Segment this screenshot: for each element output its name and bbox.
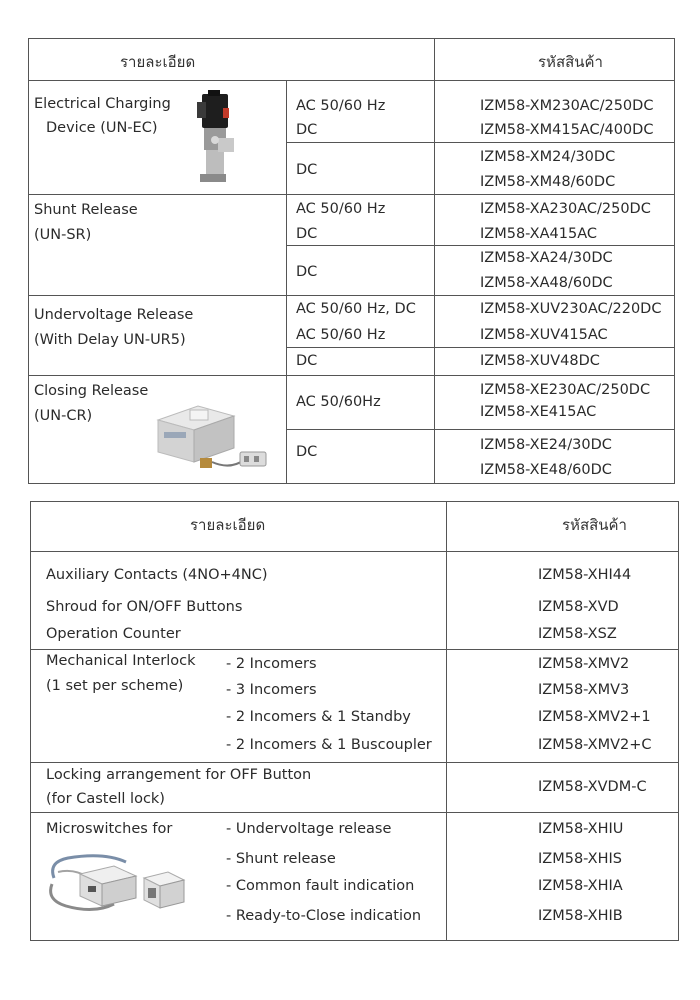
item-name: Device (UN-EC) bbox=[46, 120, 158, 136]
table2-bottom-border bbox=[30, 940, 678, 941]
voltage-label: AC 50/60 Hz bbox=[296, 201, 386, 217]
product-code: IZM58-XMV3 bbox=[538, 682, 630, 698]
item-name: (for Castell lock) bbox=[46, 791, 165, 807]
voltage-label: DC bbox=[296, 264, 318, 280]
product-code: IZM58-XVD bbox=[538, 599, 619, 615]
row-divider bbox=[30, 812, 678, 813]
voltage-label: DC bbox=[296, 226, 318, 242]
row-divider bbox=[28, 375, 674, 376]
product-code: IZM58-XE48/60DC bbox=[480, 462, 612, 478]
row-divider bbox=[286, 245, 674, 246]
item-name: Auxiliary Contacts (4NO+4NC) bbox=[46, 567, 268, 583]
option-label: - Ready-to-Close indication bbox=[226, 908, 422, 924]
item-name: Locking arrangement for OFF Button bbox=[46, 767, 312, 783]
table2-top-border bbox=[30, 501, 678, 502]
option-label: - Undervoltage release bbox=[226, 821, 392, 837]
product-code: IZM58-XA48/60DC bbox=[480, 275, 613, 291]
product-code: IZM58-XE415AC bbox=[480, 404, 597, 420]
item-name: Closing Release bbox=[34, 383, 149, 399]
item-name: Undervoltage Release bbox=[34, 307, 194, 323]
option-label: - 2 Incomers & 1 Buscoupler bbox=[226, 737, 432, 753]
column-header-description: รายละเอียด bbox=[120, 53, 196, 71]
closing-release-image bbox=[150, 402, 276, 474]
product-code: IZM58-XHIU bbox=[538, 821, 624, 837]
voltage-label: DC bbox=[296, 122, 318, 138]
voltage-label: DC bbox=[296, 353, 318, 369]
row-divider bbox=[286, 142, 674, 143]
voltage-label: AC 50/60 Hz bbox=[296, 98, 386, 114]
item-name: Mechanical Interlock bbox=[46, 653, 196, 669]
option-label: - 2 Incomers & 1 Standby bbox=[226, 709, 411, 725]
option-label: - 2 Incomers bbox=[226, 656, 317, 672]
product-code: IZM58-XHIS bbox=[538, 851, 622, 867]
product-code: IZM58-XHI44 bbox=[538, 567, 632, 583]
item-name: Shunt Release bbox=[34, 202, 138, 218]
product-code: IZM58-XM24/30DC bbox=[480, 149, 616, 165]
table1-bottom-border bbox=[28, 483, 674, 484]
table2-column-divider bbox=[446, 501, 447, 941]
product-code: IZM58-XA230AC/250DC bbox=[480, 201, 651, 217]
product-code: IZM58-XE24/30DC bbox=[480, 437, 612, 453]
product-code: IZM58-XHIA bbox=[538, 878, 623, 894]
product-code: IZM58-XVDM-C bbox=[538, 779, 647, 795]
row-divider bbox=[30, 762, 678, 763]
microswitch-image bbox=[44, 848, 194, 920]
item-name: (UN-CR) bbox=[34, 408, 93, 424]
option-label: - Common fault indication bbox=[226, 878, 415, 894]
product-code: IZM58-XSZ bbox=[538, 626, 617, 642]
item-name: Electrical Charging bbox=[34, 96, 171, 112]
row-divider bbox=[28, 194, 674, 195]
row-divider bbox=[286, 429, 674, 430]
product-code: IZM58-XA24/30DC bbox=[480, 250, 613, 266]
voltage-label: DC bbox=[296, 162, 318, 178]
product-code: IZM58-XHIB bbox=[538, 908, 623, 924]
table1-column-divider bbox=[286, 80, 287, 484]
voltage-label: AC 50/60 Hz, DC bbox=[296, 301, 416, 317]
table1-column-divider bbox=[434, 38, 435, 484]
table1-left-border bbox=[28, 38, 29, 484]
table1-header-divider bbox=[28, 80, 674, 81]
column-header-product-code: รหัสสินค้า bbox=[538, 53, 603, 71]
product-code: IZM58-XA415AC bbox=[480, 226, 597, 242]
product-code: IZM58-XE230AC/250DC bbox=[480, 382, 651, 398]
row-divider bbox=[30, 649, 678, 650]
option-label: - Shunt release bbox=[226, 851, 336, 867]
row-divider bbox=[286, 347, 674, 348]
item-name: (1 set per scheme) bbox=[46, 678, 184, 694]
item-name: Shroud for ON/OFF Buttons bbox=[46, 599, 243, 615]
column-header-product-code: รหัสสินค้า bbox=[562, 516, 627, 534]
table2-right-border bbox=[678, 501, 679, 941]
product-code: IZM58-XUV48DC bbox=[480, 353, 600, 369]
product-code: IZM58-XUV415AC bbox=[480, 327, 608, 343]
row-divider bbox=[28, 295, 674, 296]
column-header-description: รายละเอียด bbox=[190, 516, 266, 534]
product-code: IZM58-XMV2+1 bbox=[538, 709, 651, 725]
voltage-label: DC bbox=[296, 444, 318, 460]
item-name: Operation Counter bbox=[46, 626, 181, 642]
table2-header-divider bbox=[30, 551, 678, 552]
table1-top-border bbox=[28, 38, 674, 39]
product-code: IZM58-XUV230AC/220DC bbox=[480, 301, 662, 317]
product-code: IZM58-XM415AC/400DC bbox=[480, 122, 654, 138]
table1-right-border bbox=[674, 38, 675, 484]
table2-left-border bbox=[30, 501, 31, 941]
product-code: IZM58-XMV2+C bbox=[538, 737, 652, 753]
product-code: IZM58-XM48/60DC bbox=[480, 174, 616, 190]
product-code: IZM58-XMV2 bbox=[538, 656, 630, 672]
product-code: IZM58-XM230AC/250DC bbox=[480, 98, 654, 114]
voltage-label: AC 50/60 Hz bbox=[296, 327, 386, 343]
item-name: (UN-SR) bbox=[34, 227, 92, 243]
voltage-label: AC 50/60Hz bbox=[296, 394, 381, 410]
item-name: Microswitches for bbox=[46, 821, 173, 837]
item-name: (With Delay UN-UR5) bbox=[34, 332, 186, 348]
option-label: - 3 Incomers bbox=[226, 682, 317, 698]
charging-device-image bbox=[188, 90, 242, 190]
